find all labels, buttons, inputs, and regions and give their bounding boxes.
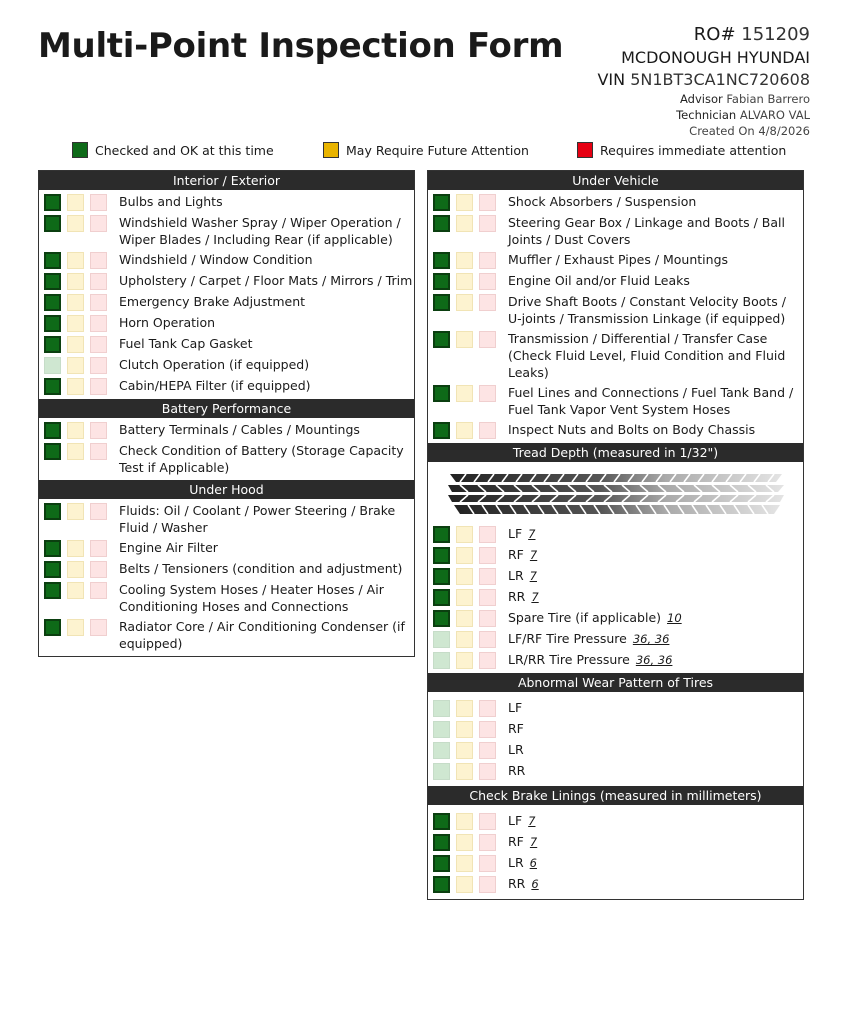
ok-checkbox[interactable] [433,331,450,348]
item-label: LR/RR Tire Pressure [508,652,630,667]
check-row [39,192,414,213]
immediate-checkbox[interactable] [479,721,496,738]
check-row [428,587,803,608]
check-row [39,313,414,334]
item-label: Emergency Brake Adjustment [119,294,306,309]
check-row [428,853,803,874]
item-label: Fuel Tank Cap Gasket [119,336,253,351]
advisor-label: Advisor [679,92,723,106]
future-checkbox[interactable] [456,834,473,851]
item-value: 7 [531,590,539,604]
item-label: RF [508,547,524,562]
item-label: Clutch Operation (if equipped) [119,357,310,372]
tread-section [428,462,803,673]
created-label: Created On [689,124,755,138]
immediate-checkbox[interactable] [90,619,107,636]
ok-checkbox[interactable] [44,619,61,636]
tread-item [508,609,682,627]
check-row [428,874,803,895]
ok-checkbox[interactable] [44,582,61,599]
item-label: RR [508,876,526,891]
future-checkbox[interactable] [456,700,473,717]
ok-checkbox[interactable] [433,252,450,269]
immediate-checkbox[interactable] [479,876,496,893]
future-checkbox[interactable] [67,582,84,599]
immediate-checkbox[interactable] [90,215,107,232]
legend-immediate [577,142,786,158]
item-label: Engine Oil and/or Fluid Leaks [508,273,690,288]
tread-item [508,567,537,585]
tread-item [508,630,669,648]
created-date: 4/8/2026 [758,124,810,138]
ok-checkbox[interactable] [433,294,450,311]
future-checkbox[interactable] [456,876,473,893]
future-checkbox[interactable] [456,331,473,348]
immediate-checkbox[interactable] [90,561,107,578]
ok-checkbox[interactable] [433,876,450,893]
created-line [597,126,810,142]
future-checkbox[interactable] [456,422,473,439]
item-label: LF [508,526,523,541]
immediate-checkbox[interactable] [479,855,496,872]
future-checkbox[interactable] [456,855,473,872]
item-value: 36, 36 [632,632,670,646]
future-checkbox[interactable] [456,610,473,627]
future-swatch [323,142,339,158]
item-value: 7 [528,814,536,828]
future-checkbox[interactable] [67,215,84,232]
check-row [428,213,803,250]
ok-checkbox[interactable] [44,378,61,395]
legend-immediate-label: Requires immediate attention [600,142,787,158]
check-row [39,538,414,559]
immediate-swatch [577,142,593,158]
item-label: RF [508,721,524,736]
immediate-checkbox[interactable] [479,215,496,232]
check-row [39,376,414,397]
immediate-checkbox[interactable] [479,652,496,669]
ok-checkbox[interactable] [433,568,450,585]
interior-section-header: Interior / Exterior [39,171,414,190]
future-checkbox[interactable] [67,561,84,578]
future-checkbox[interactable] [67,194,84,211]
ok-checkbox[interactable] [433,834,450,851]
ok-checkbox[interactable] [433,763,450,780]
check-row [428,329,803,383]
tread-item [508,546,537,564]
check-row [428,524,803,545]
item-value: 7 [529,548,538,562]
item-label: Upholstery / Carpet / Floor Mats / Mirrors / Trim [119,273,413,288]
immediate-checkbox[interactable] [479,834,496,851]
future-checkbox[interactable] [67,336,84,353]
ro-line [597,26,810,50]
check-row [428,719,803,740]
item-label: Windshield Washer Spray / Wiper Operation / Wiper Blades / Including Rear (if applicable) [119,215,401,247]
immediate-checkbox[interactable] [479,813,496,830]
tread-section-header: Tread Depth (measured in 1/32") [428,443,803,462]
ok-checkbox[interactable] [44,252,61,269]
ok-checkbox[interactable] [433,215,450,232]
check-row [428,271,803,292]
check-row [428,761,803,782]
future-checkbox[interactable] [456,652,473,669]
future-checkbox[interactable] [456,252,473,269]
tread-item [508,525,535,543]
brakes-section [428,805,803,899]
future-checkbox[interactable] [67,540,84,557]
check-row [428,698,803,719]
vehicle-section-header: Under Vehicle [428,171,803,190]
ok-checkbox[interactable] [433,631,450,648]
item-label: Cooling System Hoses / Heater Hoses / Air Conditioning Hoses and Connections [119,582,384,614]
brake-item [508,833,537,851]
item-value: 10 [667,611,682,625]
item-label: Engine Air Filter [119,540,218,555]
item-label: Drive Shaft Boots / Constant Velocity Boots / U-joints / Transmission Linkage (if equipped) [508,294,786,326]
ok-checkbox[interactable] [433,385,450,402]
technician-name: ALVARO VAL [739,108,810,122]
check-row [39,441,414,478]
legend [72,142,832,162]
wear-section-header: Abnormal Wear Pattern of Tires [428,673,803,692]
battery-section [39,418,414,480]
immediate-checkbox[interactable] [90,503,107,520]
ok-checkbox[interactable] [44,294,61,311]
check-row [428,420,803,441]
ok-checkbox[interactable] [433,589,450,606]
immediate-checkbox[interactable] [90,252,107,269]
check-row [39,334,414,355]
check-row [428,650,803,671]
wear-section [428,692,803,786]
check-row [428,832,803,853]
check-row [428,740,803,761]
legend-ok [72,142,274,158]
immediate-checkbox[interactable] [479,252,496,269]
future-checkbox[interactable] [456,568,473,585]
immediate-checkbox[interactable] [479,273,496,290]
ok-checkbox[interactable] [433,742,450,759]
advisor-name: Fabian Barrero [726,92,810,106]
item-label: RF [508,834,524,849]
item-label: Shock Absorbers / Suspension [508,194,697,209]
immediate-checkbox[interactable] [479,700,496,717]
item-label: Windshield / Window Condition [119,252,313,267]
item-value: 7 [528,527,536,541]
interior-section [39,190,414,399]
future-checkbox[interactable] [67,357,84,374]
immediate-checkbox[interactable] [90,273,107,290]
ok-checkbox[interactable] [433,610,450,627]
check-row [39,559,414,580]
future-checkbox[interactable] [456,721,473,738]
item-value: 6 [529,856,537,870]
item-label: Fluids: Oil / Coolant / Power Steering / Brake Fluid / Washer [119,503,396,535]
brake-item [508,812,535,830]
vin-line [597,72,810,94]
tread-item [508,651,672,669]
future-checkbox[interactable] [67,443,84,460]
check-row [428,383,803,420]
immediate-checkbox[interactable] [90,357,107,374]
check-row [428,629,803,650]
future-checkbox[interactable] [456,215,473,232]
future-checkbox[interactable] [456,385,473,402]
future-checkbox[interactable] [456,194,473,211]
ok-checkbox[interactable] [433,526,450,543]
check-row [39,580,414,617]
check-row [428,566,803,587]
item-label: Transmission / Differential / Transfer Case (Check Fluid Level, Fluid Condition and Fluid Leaks) [508,331,786,380]
immediate-checkbox[interactable] [90,194,107,211]
legend-future-label: May Require Future Attention [346,142,529,158]
ok-swatch [72,142,88,158]
future-checkbox[interactable] [67,619,84,636]
ok-checkbox[interactable] [44,422,61,439]
immediate-checkbox[interactable] [479,294,496,311]
check-row [39,292,414,313]
immediate-checkbox[interactable] [90,378,107,395]
item-label: LF [508,813,523,828]
immediate-checkbox[interactable] [479,526,496,543]
check-row [39,271,414,292]
ro-label: RO# [693,24,736,45]
future-checkbox[interactable] [456,273,473,290]
immediate-checkbox[interactable] [479,742,496,759]
immediate-checkbox[interactable] [479,631,496,648]
item-label: LR [508,855,524,870]
tread-item [508,588,539,606]
immediate-checkbox[interactable] [90,443,107,460]
item-label: Bulbs and Lights [119,194,223,209]
vehicle-section [428,190,803,443]
ok-checkbox[interactable] [44,336,61,353]
ok-checkbox[interactable] [44,561,61,578]
immediate-checkbox[interactable] [479,763,496,780]
immediate-checkbox[interactable] [90,336,107,353]
check-row [428,250,803,271]
brakes-section-header: Check Brake Linings (measured in millimeters) [428,786,803,805]
item-label: Steering Gear Box / Linkage and Boots / Ball Joints / Dust Covers [508,215,785,247]
item-label: LR [508,742,524,757]
check-row [39,501,414,538]
immediate-checkbox[interactable] [479,589,496,606]
item-label: Muffler / Exhaust Pipes / Mountings [508,252,729,267]
technician-label: Technician [676,108,737,122]
check-row [39,355,414,376]
check-row [428,192,803,213]
item-label: Battery Terminals / Cables / Mountings [119,422,360,437]
item-label: Inspect Nuts and Bolts on Body Chassis [508,422,756,437]
ok-checkbox[interactable] [433,855,450,872]
brake-item [508,854,537,872]
ro-number: 151209 [741,24,810,45]
item-label: Belts / Tensioners (condition and adjustment) [119,561,403,576]
future-checkbox[interactable] [456,631,473,648]
check-row [39,420,414,441]
future-checkbox[interactable] [456,294,473,311]
immediate-checkbox[interactable] [90,294,107,311]
future-checkbox[interactable] [67,294,84,311]
tire-tread-icon [446,470,786,518]
left-panel [38,170,415,657]
future-checkbox[interactable] [67,315,84,332]
future-checkbox[interactable] [67,378,84,395]
ok-checkbox[interactable] [433,813,450,830]
hood-section [39,499,414,656]
immediate-checkbox[interactable] [90,540,107,557]
immediate-checkbox[interactable] [90,422,107,439]
future-checkbox[interactable] [67,273,84,290]
future-checkbox[interactable] [456,589,473,606]
immediate-checkbox[interactable] [479,385,496,402]
battery-section-header: Battery Performance [39,399,414,418]
check-row [428,811,803,832]
immediate-checkbox[interactable] [479,331,496,348]
future-checkbox[interactable] [67,503,84,520]
ok-checkbox[interactable] [44,273,61,290]
item-label: Spare Tire (if applicable) [508,610,662,625]
check-row [428,545,803,566]
ok-checkbox[interactable] [433,194,450,211]
ok-checkbox[interactable] [433,547,450,564]
check-row [428,292,803,329]
brake-item [508,875,539,893]
immediate-checkbox[interactable] [479,547,496,564]
item-label: LR [508,568,524,583]
item-value: 36, 36 [635,653,673,667]
check-row [39,617,414,654]
item-label: Radiator Core / Air Conditioning Condenser (if equipped) [119,619,405,651]
immediate-checkbox[interactable] [479,194,496,211]
future-checkbox[interactable] [456,813,473,830]
ok-checkbox[interactable] [44,443,61,460]
ok-checkbox[interactable] [433,721,450,738]
future-checkbox[interactable] [456,763,473,780]
item-label: LF [508,700,523,715]
item-label: Horn Operation [119,315,216,330]
vin-number: 5N1BT3CA1NC720608 [630,70,810,89]
immediate-checkbox[interactable] [479,610,496,627]
ok-checkbox[interactable] [433,700,450,717]
ok-checkbox[interactable] [44,357,61,374]
ok-checkbox[interactable] [433,652,450,669]
check-row [428,608,803,629]
immediate-checkbox[interactable] [479,568,496,585]
item-value: 6 [531,877,539,891]
ok-checkbox[interactable] [433,273,450,290]
legend-ok-label: Checked and OK at this time [95,142,274,158]
check-row [39,213,414,250]
ok-checkbox[interactable] [44,194,61,211]
vin-label: VIN [597,70,626,89]
ok-checkbox[interactable] [44,503,61,520]
item-label: LF/RF Tire Pressure [508,631,627,646]
item-label: RR [508,763,526,778]
future-checkbox[interactable] [67,422,84,439]
item-value: 7 [529,569,537,583]
future-checkbox[interactable] [67,252,84,269]
immediate-checkbox[interactable] [479,422,496,439]
right-panel [427,170,804,900]
tread-gauge-graphic [428,464,803,524]
check-row [39,250,414,271]
item-label: Fuel Lines and Connections / Fuel Tank Band / Fuel Tank Vapor Vent System Hoses [508,385,794,417]
legend-future [323,142,529,158]
item-label: Check Condition of Battery (Storage Capacity Test if Applicable) [119,443,404,475]
order-header [597,26,810,142]
ok-checkbox[interactable] [44,315,61,332]
ok-checkbox[interactable] [44,215,61,232]
ok-checkbox[interactable] [433,422,450,439]
immediate-checkbox[interactable] [90,582,107,599]
ok-checkbox[interactable] [44,540,61,557]
dealer-name: MCDONOUGH HYUNDAI [621,48,810,67]
future-checkbox[interactable] [456,547,473,564]
future-checkbox[interactable] [456,742,473,759]
future-checkbox[interactable] [456,526,473,543]
item-label: Cabin/HEPA Filter (if equipped) [119,378,311,393]
item-value: 7 [529,835,538,849]
hood-section-header: Under Hood [39,480,414,499]
immediate-checkbox[interactable] [90,315,107,332]
form-title: Multi-Point Inspection Form [38,26,564,66]
item-label: RR [508,589,526,604]
